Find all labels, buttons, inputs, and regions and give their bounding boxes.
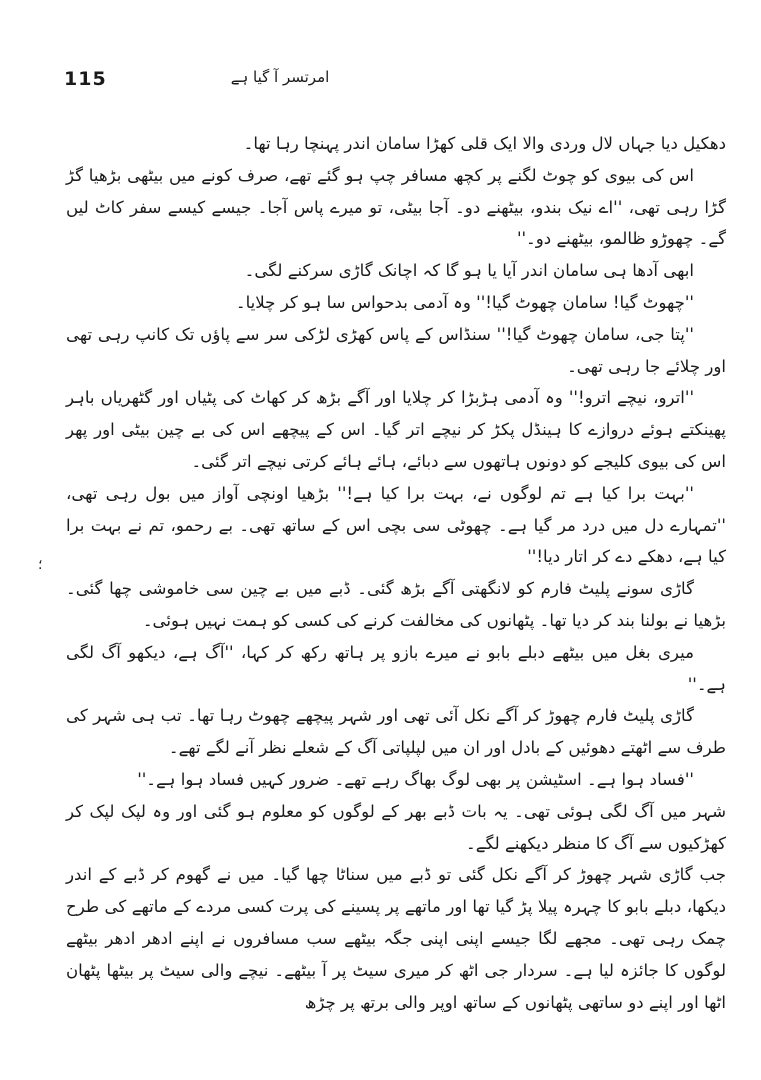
- paragraph: ''چھوٹ گیا! سامان چھوٹ گیا!'' وہ آدمی بدحواس سا ہو کر چلایا۔: [235, 292, 694, 312]
- paragraph: ''پتا جی، سامان چھوٹ گیا!'' سنڈاس کے پاس کھڑی لڑکی سر سے پاؤں تک کانپ رہی تھی اور چلائے جا رہی تھی۔: [66, 324, 726, 376]
- paragraph: ''فساد ہوا ہے۔ اسٹیشن پر بھی لوگ بھاگ رہے تھے۔ ضرور کہیں فساد ہوا ہے۔'': [137, 769, 694, 789]
- paragraph: ''بہت برا کیا ہے تم لوگوں نے، بہت برا کیا ہے!'' بڑھیا اونچی آواز میں بول رہی تھی، ''تمہارے دل میں درد مر گیا ہے۔ چھوٹی سی بچی اس کے ساتھ تھی۔ بے رحمو، تم نے بہت برا کیا ہے، دھکے دے کر اتار دیا!'': [66, 483, 726, 567]
- running-title: امرتسر آ گیا ہے: [230, 68, 330, 86]
- paragraph: دھکیل دیا جہاں لال وردی والا ایک قلی کھڑا سامان اندر پہنچا رہا تھا۔: [243, 134, 726, 153]
- margin-mark: ؛: [38, 557, 43, 573]
- paragraph: ابھی آدھا ہی سامان اندر آیا یا ہو گا کہ اچانک گاڑی سرکنے لگی۔: [244, 261, 694, 281]
- paragraph: اس کی بیوی کو چوٹ لگنے پر کچھ مسافر چپ ہو گئے تھے، صرف کونے میں بیٹھی بڑھیا گڑ گڑا رہی تھی، ''اے نیک بندو، بیٹھنے دو۔ آجا بیٹی، تو میرے پاس آجا۔ جیسے کیسے سفر کاٹ لیں گے۔ چھوڑو ظالمو، بیٹھنے دو۔'': [66, 165, 726, 249]
- paragraph: گاڑی سونے پلیٹ فارم کو لانگھتی آگے بڑھ گئی۔ ڈبے میں بے چین سی خاموشی چھا گئی۔ بڑھیا نے بولنا بند کر دیا تھا۔ پٹھانوں کی مخالفت کرنے کی کسی کو ہمت نہیں ہوئی۔: [66, 579, 726, 630]
- page-number: 115: [64, 68, 107, 90]
- page-body: [66, 128, 726, 1018]
- paragraph: جب گاڑی شہر چھوڑ کر آگے نکل گئی تو ڈبے میں سناٹا چھا گیا۔ میں نے گھوم کر ڈبے کے اندر دیکھا، دبلے بابو کا چہرہ پیلا پڑ گیا تھا اور ماتھے پر پسینے کی پرت کسی مردے کے ماتھے کی طرح چمک رہی تھی۔ مجھے لگا جیسے اپنی اپنی جگہ بیٹھے سب مسافروں نے اپنے ادھر ادھر بیٹھے لوگوں کا جائزہ لیا ہے۔ سردار جی اٹھ کر میری سیٹ پر آ بیٹھے۔ نیچے والی سیٹ پر بیٹھا پٹھان اٹھا اور اپنے دو ساتھی پٹھانوں کے ساتھ اوپر والی برتھ پر چڑھ: [66, 865, 726, 1012]
- paragraph: شہر میں آگ لگی ہوئی تھی۔ یہ بات ڈبے بھر کے لوگوں کو معلوم ہو گئی اور وہ لپک لپک کر کھڑکیوں سے آگ کا منظر دیکھنے لگے۔: [66, 801, 726, 853]
- paragraph: میری بغل میں بیٹھے دبلے بابو نے میرے بازو پر ہاتھ رکھ کر کہا، ''آگ ہے، دیکھو آگ لگی ہے۔'': [66, 642, 726, 694]
- paragraph: ''اترو، نیچے اترو!'' وہ آدمی ہڑبڑا کر چلایا اور آگے بڑھ کر کھاٹ کی پٹیاں اور گٹھریاں باہر پھینکتے ہوئے دروازے کا ہینڈل پکڑ کر نیچے اتر گیا۔ اس کے پیچھے اس کی بے چین بیٹی اور پھر اس کی بیوی کلیجے کو دونوں ہاتھوں سے دبائے، ہائے ہائے کرتی نیچے اتر گئی۔: [66, 388, 726, 471]
- paragraph: گاڑی پلیٹ فارم چھوڑ کر آگے نکل آئی تھی اور شہر پیچھے چھوٹ رہا تھا۔ تب ہی شہر کی طرف سے اٹھتے دھوئیں کے بادل اور ان میں لپلپاتی آگ کے شعلے نظر آنے لگے تھے۔: [66, 706, 726, 758]
